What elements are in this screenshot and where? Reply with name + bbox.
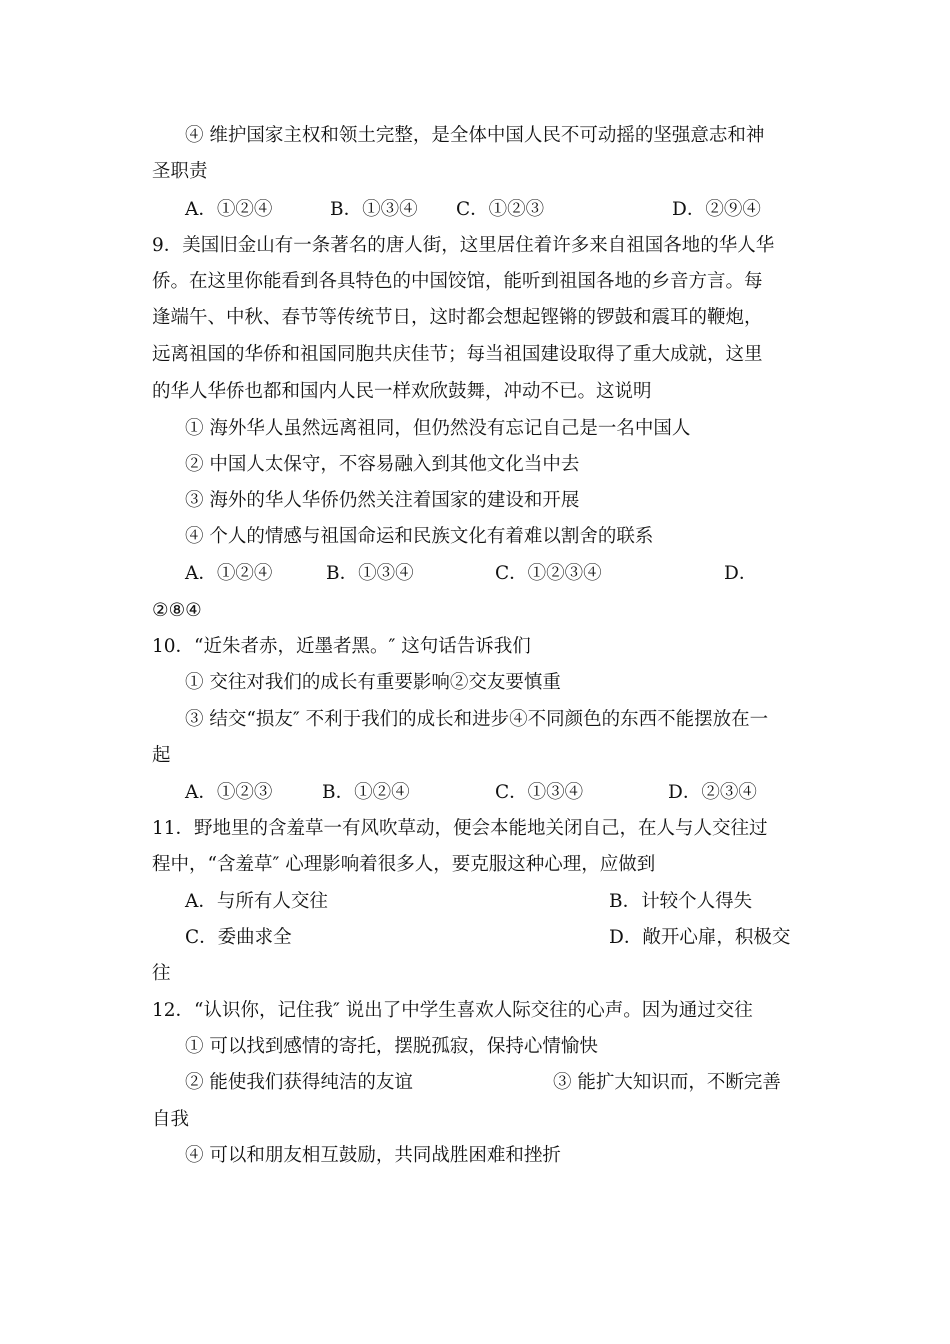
q10-option-b: B．①②④ — [322, 782, 410, 803]
q9-option-c: C．①②③④ — [495, 563, 602, 584]
q11-option-a: A．与所有人交往 — [185, 891, 328, 912]
q9-option-b: B．①③④ — [326, 563, 414, 584]
q9-stem-line-2: 侨。在这里你能看到各具特色的中国饺馆，能听到祖国各地的乡音方言。每 — [152, 271, 763, 292]
q9-option-d-label: D． — [724, 563, 758, 584]
q9-stem-line-4: 远离祖国的华侨和祖国同胞共庆佳节；每当祖国建设取得了重大成就，这里 — [152, 344, 763, 365]
q12-item-3-line-2: 自我 — [152, 1109, 190, 1130]
q8-option-d: D．②⑨④ — [672, 199, 761, 220]
q11-stem-line-1: 11．野地里的含羞草一有风吹草动，便会本能地关闭自己，在人与人交往过 — [152, 818, 768, 839]
q8-item-4-line-1: ④ 维护国家主权和领土完整，是全体中国人民不可动摇的坚强意志和神 — [185, 125, 765, 146]
q8-option-b: B．①③④ — [330, 199, 418, 220]
q10-items-line-2: ③ 结交“损友″ 不利于我们的成长和进步④不同颜色的东西不能摆放在一 — [185, 709, 769, 730]
q9-item-2: ② 中国人太保守，不容易融入到其他文化当中去 — [185, 454, 580, 475]
q12-item-3-line-1: ③ 能扩大知识而，不断完善 — [553, 1072, 781, 1093]
q10-items-line-3: 起 — [152, 745, 171, 766]
q9-item-4: ④ 个人的情感与祖国命运和民族文化有着难以割舍的联系 — [185, 526, 654, 547]
q10-stem: 10．“近朱者赤，近墨者黑。″ 这句话告诉我们 — [152, 636, 531, 657]
q9-stem-line-3: 逢端午、中秋、春节等传统节日，这时都会想起铿锵的锣鼓和震耳的鞭炮， — [152, 307, 763, 328]
q11-option-d-line-2: 往 — [152, 963, 171, 984]
q8-option-c: C．①②③ — [456, 199, 545, 220]
q9-option-a: A．①②④ — [185, 563, 273, 584]
q10-option-d: D．②③④ — [668, 782, 757, 803]
q11-option-d-line-1: D．敞开心扉，积极交 — [609, 927, 791, 948]
q10-items-line-1: ① 交往对我们的成长有重要影响②交友要慎重 — [185, 672, 561, 693]
q10-option-c: C．①③④ — [495, 782, 584, 803]
q12-item-2: ② 能使我们获得纯洁的友谊 — [185, 1072, 413, 1093]
q9-item-3: ③ 海外的华人华侨仍然关注着国家的建设和开展 — [185, 490, 580, 511]
q9-stem-line-1: 9．美国旧金山有一条著名的唐人街，这里居住着许多来自祖国各地的华人华 — [152, 235, 775, 256]
q8-option-a: A．①②④ — [185, 199, 273, 220]
q12-item-4: ④ 可以和朋友相互鼓励，共同战胜困难和挫折 — [185, 1145, 561, 1166]
q9-item-1: ① 海外华人虽然远离祖同，但仍然没有忘记自己是一名中国人 — [185, 418, 691, 439]
q12-item-1: ① 可以找到感情的寄托，摆脱孤寂，保持心情愉快 — [185, 1036, 598, 1057]
q11-stem-line-2: 程中，“含羞草″ 心理影响着很多人，要克服这种心理，应做到 — [152, 854, 656, 875]
q8-item-4-line-2: 圣职责 — [152, 161, 208, 182]
q12-stem: 12．“认识你，记住我″ 说出了中学生喜欢人际交往的心声。因为通过交往 — [152, 1000, 753, 1021]
q10-option-a: A．①②③ — [185, 782, 273, 803]
q9-option-d-value: ②⑧④ — [152, 600, 202, 621]
q11-option-b: B．计较个人得失 — [609, 891, 753, 912]
q9-stem-line-5: 的华人华侨也都和国内人民一样欢欣鼓舞，冲动不已。这说明 — [152, 381, 652, 402]
q11-option-c: C．委曲求全 — [185, 927, 292, 948]
